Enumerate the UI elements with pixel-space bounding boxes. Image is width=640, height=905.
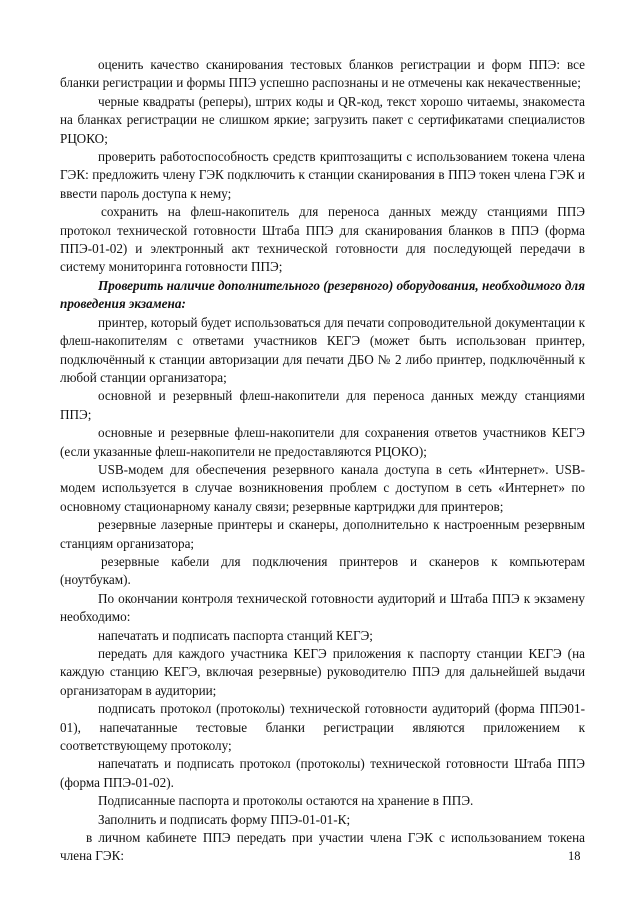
paragraph: черные квадраты (реперы), штрих коды и QR-код, текст хорошо читаемы, знакоместа на бланках регистрации не слишком яркие; загрузить пакет с сертификатами специалистов РЦОКО; [60,93,585,146]
paragraph: Подписанные паспорта и протоколы остаются на хранение в ППЭ. [98,793,474,809]
paragraph: основные и резервные флеш-накопители для сохранения ответов участников КЕГЭ (если указанные флеш-накопители не предоставляются РЦОКО); [60,425,585,459]
paragraph: напечатать и подписать протокол (протоколы) технической готовности Штаба ППЭ (форма ППЭ-01-02). [60,756,585,790]
page-number: 18 [568,849,581,863]
document-body [60,56,585,866]
paragraph: основной и резервный флеш-накопители для переноса данных между станциями ППЭ; [60,388,585,422]
paragraph: подписать протокол (протоколы) технической готовности аудиторий (форма ППЭ01-01), напечатанные тестовые бланки регистрации являются приложением к соответствующему протоколу; [60,701,585,754]
paragraph: принтер, который будет использоваться для печати сопроводительной документации к флеш-накопителям с ответами участников КЕГЭ (может быть использован принтер, подключённый к станции авторизации для печати ДБО № 2 либо принтер, подключённый к любой станции организатора; [60,314,585,385]
paragraph: сохранить на флеш-накопитель для переноса данных между станциями ППЭ протокол технической готовности Штаба ППЭ для сканирования бланков в ППЭ (форма ППЭ-01-02) и электронный акт технической готовности для последующей передачи в систему мониторинга готовности ППЭ; [60,204,585,275]
paragraph: По окончании контроля технической готовности аудиторий и Штаба ППЭ к экзамену необходимо: [60,590,585,625]
paragraph: напечатать и подписать паспорта станций КЕГЭ; [98,627,373,643]
section-heading: Проверить наличие дополнительного (резервного) оборудования, необходимого для проведения экзамена: [60,277,585,312]
paragraph: Заполнить и подписать форму ППЭ-01-01-К; [98,811,351,827]
paragraph: USB-модем для обеспечения резервного канала доступа в сеть «Интернет». USB-модем используется в случае возникновения проблем с доступом в сеть «Интернет» по основному стационарному каналу связи; резервные картриджи для принтеров; [60,461,585,514]
paragraph: резервные лазерные принтеры и сканеры, дополнительно к настроенным резервным станциям организатора; [60,517,585,551]
paragraph: передать для каждого участника КЕГЭ приложения к паспорту станции КЕГЭ (на каждую станцию КЕГЭ, включая резервные) руководителю ППЭ для дальнейшей выдачи организаторам в аудитории; [60,646,585,698]
paragraph: проверить работоспособность средств криптозащиты с использованием токена члена ГЭК: предложить члену ГЭК подключить к станции сканирования в ППЭ токен члена ГЭК и ввести пароль доступа к нему; [60,149,585,201]
paragraph: резервные кабели для подключения принтеров и сканеров к компьютерам (ноутбукам). [60,553,585,588]
paragraph: в личном кабинете ППЭ передать при участии члена ГЭК с использованием токена члена ГЭК: [60,830,585,864]
paragraph: оценить качество сканирования тестовых бланков регистрации и форм ППЭ: все бланки регистрации и формы ППЭ успешно распознаны и не отмечены как некачественные; [60,57,585,91]
